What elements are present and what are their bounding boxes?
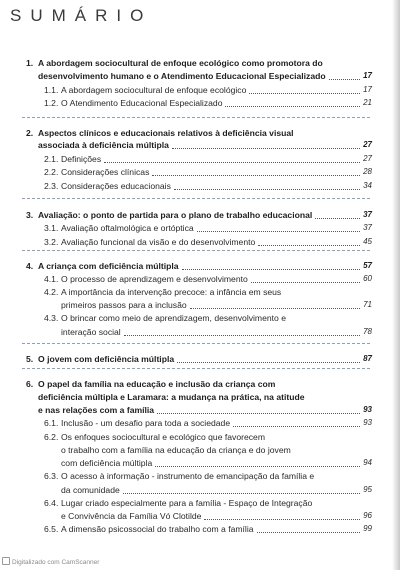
toc-entry-title: e nas relações com a família xyxy=(38,405,155,415)
toc-entry-number: 1. xyxy=(26,58,34,68)
toc-entry xyxy=(0,273,372,285)
toc-entry-number: 2. xyxy=(26,128,34,138)
toc-entry-number: 6.3. xyxy=(44,471,59,481)
toc-entry-page: 27 xyxy=(363,154,372,163)
toc-entry-title: Os enfoques sociocultural e ecológico que favorecem xyxy=(61,432,265,442)
toc-entry-number: 6.4. xyxy=(44,498,59,508)
toc-entry xyxy=(0,139,372,151)
toc-entry-title: o trabalho com a família na educação da criança e do jovem xyxy=(61,445,291,455)
toc-entry-title: Inclusão - um desafio para toda a sociedade xyxy=(61,418,231,428)
section-divider xyxy=(22,368,370,369)
section-divider xyxy=(22,250,370,251)
toc-entry-number: 4. xyxy=(26,261,34,271)
toc-entry-number: 2.1. xyxy=(44,154,59,164)
toc-entry xyxy=(0,57,372,69)
toc-leader-dots xyxy=(315,218,360,219)
toc-entry-title: Considerações educacionais xyxy=(61,181,171,191)
toc-entry-number: 6.5. xyxy=(44,524,59,534)
toc-entry-number: 4.3. xyxy=(44,313,59,323)
toc-entry xyxy=(0,391,372,403)
toc-entry-title: deficiência múltipla e Laramara: a mudança na prática, na atitude xyxy=(38,392,305,402)
toc-entry xyxy=(0,326,372,338)
toc-entry xyxy=(0,180,372,192)
toc-leader-dots xyxy=(124,335,360,336)
toc-entry xyxy=(0,457,372,469)
toc-leader-dots xyxy=(123,493,360,494)
toc-entry-number: 4.2. xyxy=(44,287,59,297)
section-divider xyxy=(22,343,370,344)
toc-entry-title: Avaliação funcional da visão e do desenvolvimento xyxy=(61,237,256,247)
toc-entry-page: 28 xyxy=(363,167,372,176)
toc-leader-dots xyxy=(152,175,360,176)
toc-leader-dots xyxy=(233,426,360,427)
toc-leader-dots xyxy=(172,148,360,149)
toc-entry-number: 1.1. xyxy=(44,85,59,95)
scanner-watermark-text: Digitalizado com CamScanner xyxy=(12,559,100,566)
toc-entry-title: Considerações clínicas xyxy=(61,167,150,177)
toc-entry xyxy=(0,70,372,82)
toc-entry-title: associada à deficiência múltipla xyxy=(38,140,169,150)
toc-entry xyxy=(0,97,372,109)
toc-entry xyxy=(0,417,372,429)
toc-entry-number: 6. xyxy=(26,379,34,389)
toc-entry-page: 37 xyxy=(363,223,372,232)
toc-entry-title: Avaliação: o ponto de partida para o plano de trabalho educacional xyxy=(38,210,313,220)
toc-entry-number: 5. xyxy=(26,354,34,364)
toc-entry-title: O brincar como meio de aprendizagem, desenvolvimento e xyxy=(61,313,286,323)
toc-entry xyxy=(0,286,372,298)
toc-leader-dots xyxy=(225,106,360,107)
toc-entry-number: 6.1. xyxy=(44,418,59,428)
page-edge-shadow xyxy=(392,0,400,570)
toc-entry-page: 60 xyxy=(363,274,372,283)
toc-leader-dots xyxy=(257,532,360,533)
toc-entry-title: A abordagem sociocultural de enfoque ecológico xyxy=(61,85,247,95)
toc-entry-title: O processo de aprendizagem e desenvolvimento xyxy=(61,274,248,284)
toc-entry xyxy=(0,353,372,365)
toc-entry-title: primeiros passos para a inclusão xyxy=(61,300,187,310)
toc-entry-page: 17 xyxy=(363,85,372,94)
toc-entry-number: 3.2. xyxy=(44,237,59,247)
toc-entry-title: com deficiência múltipla xyxy=(61,458,153,468)
toc-leader-dots xyxy=(155,466,360,467)
toc-entry-number: 6.2. xyxy=(44,432,59,442)
toc-leader-dots xyxy=(182,269,360,270)
toc-entry xyxy=(0,166,372,178)
toc-entry xyxy=(0,153,372,165)
toc-entry-title: A importância da intervenção precoce: a infância em seus xyxy=(61,287,282,297)
toc-entry xyxy=(0,484,372,496)
toc-entry xyxy=(0,312,372,324)
toc-leader-dots xyxy=(157,413,360,414)
toc-entry-number: 1.2. xyxy=(44,98,59,108)
toc-leader-dots xyxy=(174,189,360,190)
toc-entry-number: 2.2. xyxy=(44,167,59,177)
scanner-watermark xyxy=(2,557,99,566)
toc-entry-title: Definições xyxy=(61,154,102,164)
toc-leader-dots xyxy=(190,308,360,309)
toc-entry-number: 2.3. xyxy=(44,181,59,191)
camscanner-icon xyxy=(2,557,10,565)
toc-entry xyxy=(0,497,372,509)
toc-entry-title: Aspectos clínicos e educacionais relativos à deficiência visual xyxy=(38,128,294,138)
toc-entry-title: interação social xyxy=(61,327,121,337)
toc-entry-title: Avaliação oftalmológica e ortóptica xyxy=(61,223,194,233)
toc-leader-dots xyxy=(197,231,360,232)
toc-entry-title: A dimensão psicossocial do trabalho com a família xyxy=(61,524,254,534)
toc-leader-dots xyxy=(177,362,360,363)
toc-entry xyxy=(0,470,372,482)
toc-entry-page: 34 xyxy=(363,181,372,190)
toc-leader-dots xyxy=(251,282,360,283)
toc-entry-title: e Convivência da Família Vó Clotilde xyxy=(61,511,202,521)
toc-entry-page: 94 xyxy=(363,458,372,467)
toc-entry-page: 71 xyxy=(363,300,372,309)
toc-entry xyxy=(0,260,372,272)
toc-entry-page: 95 xyxy=(363,485,372,494)
toc-entry-number: 3. xyxy=(26,210,34,220)
page-title: SUMÁRIO xyxy=(10,6,153,25)
toc-entry-page: 93 xyxy=(363,418,372,427)
toc-entry-page: 27 xyxy=(363,140,372,149)
toc-entry-title: O jovem com deficiência múltipla xyxy=(38,354,175,364)
toc-entry-title: O Atendimento Educacional Especializado xyxy=(61,98,223,108)
toc-entry-page: 21 xyxy=(363,98,372,107)
toc-entry-page: 17 xyxy=(363,71,372,80)
toc-entry-title: da comunidade xyxy=(61,485,120,495)
toc-entry-title: A abordagem sociocultural de enfoque ecológico como promotora do xyxy=(38,58,323,68)
toc-leader-dots xyxy=(204,519,360,520)
toc-entry-page: 96 xyxy=(363,511,372,520)
toc-entry xyxy=(0,431,372,443)
toc-entry xyxy=(0,404,372,416)
toc-entry xyxy=(0,209,372,221)
toc-entry xyxy=(0,127,372,139)
toc-entry xyxy=(0,523,372,535)
toc-entry xyxy=(0,444,372,456)
toc-entry-title: Lugar criado especialmente para a família - Espaço de Integração xyxy=(61,498,313,508)
toc-leader-dots xyxy=(249,93,360,94)
toc-entry-title: desenvolvimento humano e o Atendimento Educacional Especializado xyxy=(38,71,326,81)
toc-leader-dots xyxy=(329,79,360,80)
toc-entry xyxy=(0,299,372,311)
section-divider xyxy=(22,198,370,199)
toc-entry-page: 99 xyxy=(363,524,372,533)
toc-entry-page: 45 xyxy=(363,237,372,246)
toc-leader-dots xyxy=(258,245,360,246)
toc-leader-dots xyxy=(104,162,360,163)
section-divider xyxy=(22,117,370,118)
toc-entry-title: A criança com deficiência múltipla xyxy=(38,261,179,271)
toc-entry xyxy=(0,222,372,234)
toc-entry xyxy=(0,510,372,522)
toc-entry-number: 4.1. xyxy=(44,274,59,284)
toc-entry-title: O acesso à informação - instrumento de emancipação da família e xyxy=(61,471,315,481)
toc-entry xyxy=(0,236,372,248)
toc-entry-page: 57 xyxy=(363,261,372,270)
toc-entry-number: 3.1. xyxy=(44,223,59,233)
toc-entry-page: 87 xyxy=(363,354,372,363)
toc-entry-page: 37 xyxy=(363,210,372,219)
toc-entry xyxy=(0,84,372,96)
toc-entry-page: 78 xyxy=(363,327,372,336)
toc-entry-title: O papel da família na educação e inclusão da criança com xyxy=(38,379,276,389)
toc-entry-page: 93 xyxy=(363,405,372,414)
toc-entry xyxy=(0,378,372,390)
